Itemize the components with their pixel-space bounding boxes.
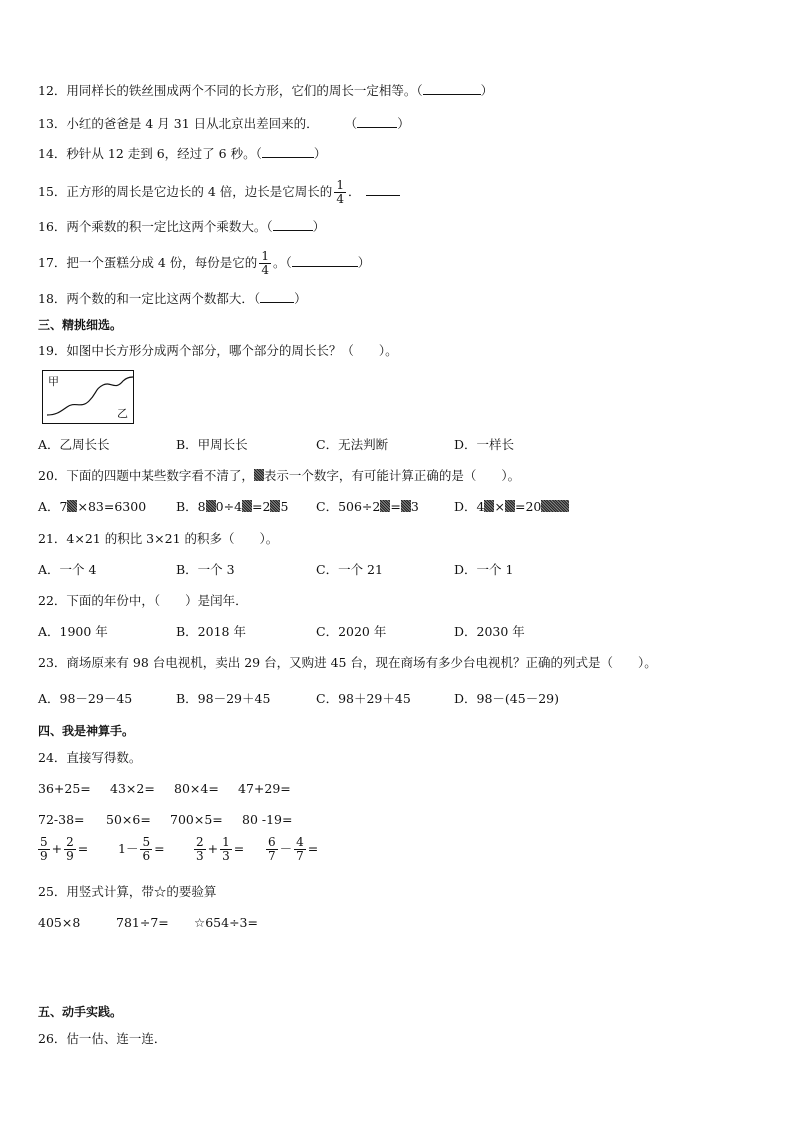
close-paren: ）	[480, 83, 494, 98]
open-paren: （	[344, 116, 358, 131]
blot-icon	[541, 500, 569, 512]
question-number: 13．	[38, 116, 67, 131]
question-21-text: 21．4×21 的积比 3×21 的积多（ ）。	[38, 531, 279, 546]
fraction	[220, 836, 232, 863]
option-a[interactable]	[38, 498, 146, 516]
fraction-denominator: 3	[196, 849, 204, 863]
operand: 1－	[118, 841, 139, 856]
question-25-text: 25．用竖式计算，带☆的要验算	[38, 884, 217, 899]
operator: －	[279, 841, 293, 856]
question-text: 两个数的和一定比这两个数都大．（	[66, 291, 261, 306]
answer-blank[interactable]	[357, 115, 397, 128]
blot-icon	[401, 500, 411, 512]
calc-item: 80×4=	[174, 781, 219, 796]
option-text: =	[390, 499, 401, 514]
option-b[interactable]	[176, 498, 288, 516]
calc-item: 36+25=	[38, 781, 91, 796]
option-text: D．4	[454, 499, 485, 514]
option-text: ×	[494, 499, 505, 514]
option-text: ×83=6300	[77, 499, 147, 514]
question-20-text	[38, 467, 520, 485]
calc-item: 47+29=	[238, 781, 291, 796]
blot-icon	[380, 500, 390, 512]
operator: =	[307, 841, 319, 856]
fraction-denominator: 3	[222, 849, 230, 863]
option-text: =2	[252, 499, 271, 514]
fraction-numerator: 1	[336, 178, 344, 192]
question-text: 20．下面的四题中某些数字看不清了，	[38, 468, 254, 483]
fraction-expression	[264, 836, 318, 863]
fraction-expression	[36, 836, 88, 863]
question-14	[38, 145, 326, 163]
question-13	[38, 115, 410, 133]
fraction	[38, 836, 50, 863]
option-c[interactable]: C．无法判断	[316, 437, 389, 452]
fraction-numerator: 1	[222, 835, 230, 849]
question-text: 把一个蛋糕分成 4 份，每份是它的	[66, 255, 258, 270]
option-b[interactable]: B．甲周长长	[176, 437, 248, 452]
operator: =	[154, 841, 165, 856]
option-c[interactable]: C．98＋29＋45	[316, 691, 411, 706]
answer-blank[interactable]	[260, 290, 294, 303]
question-text: 表示一个数字，有可能计算正确的是（ ）。	[263, 468, 521, 483]
operator: +	[51, 841, 63, 856]
operator: =	[233, 841, 245, 856]
calc-item: 405×8	[38, 915, 81, 930]
option-d[interactable]	[454, 498, 569, 516]
option-text: B．8	[176, 499, 206, 514]
option-b[interactable]: B．98－29＋45	[176, 691, 271, 706]
calc-item: ☆654÷3=	[194, 915, 258, 930]
section-title: 四、我是神算手。	[38, 724, 135, 738]
fraction-denominator: 9	[66, 849, 74, 863]
fraction	[334, 179, 346, 206]
question-number: 12．	[38, 83, 67, 98]
close-paren: ）	[397, 116, 410, 131]
question-17	[38, 243, 370, 283]
option-d[interactable]: D．2030 年	[454, 624, 525, 639]
close-paren: ）	[313, 146, 327, 161]
fraction-numerator: 2	[196, 835, 204, 849]
question-15	[38, 172, 400, 212]
option-text: 0÷4	[215, 499, 243, 514]
fraction-expression	[118, 836, 165, 863]
calc-item: 72-38=	[38, 812, 85, 827]
punctuation: ．	[347, 184, 361, 199]
blot-icon	[67, 500, 77, 512]
question-number: 15．	[38, 184, 67, 199]
question-number: 16．	[38, 219, 67, 234]
fraction-numerator: 4	[296, 835, 304, 849]
option-text: 3	[410, 499, 419, 514]
question-text: 正方形的周长是它边长的 4 倍，边长是它周长的	[66, 184, 333, 199]
answer-blank[interactable]	[262, 145, 314, 158]
question-number: 14．	[38, 146, 67, 161]
fraction-denominator: 7	[296, 849, 304, 863]
label-yi: 乙	[117, 407, 128, 420]
question-16	[38, 218, 325, 236]
blot-icon	[270, 500, 280, 512]
fraction-denominator: 9	[40, 849, 48, 863]
option-text: =20	[514, 499, 542, 514]
option-c[interactable]: C．2020 年	[316, 624, 387, 639]
question-text: 小红的爸爸是 4 月 31 日从北京出差回来的．	[66, 116, 319, 131]
fraction	[194, 836, 206, 863]
calc-item: 50×6=	[106, 812, 151, 827]
rectangle-figure	[42, 370, 134, 424]
operator: +	[207, 841, 219, 856]
fraction-numerator: 5	[142, 835, 151, 849]
label-jia: 甲	[48, 375, 59, 388]
blot-icon	[254, 469, 264, 481]
question-number: 18．	[38, 291, 67, 306]
question-text: 用同样长的铁丝围成两个不同的长方形，它们的周长一定相等。（	[66, 83, 423, 98]
option-d[interactable]: D．一个 1	[454, 562, 514, 577]
question-text: 两个乘数的积一定比这两个乘数大。（	[66, 219, 273, 234]
answer-blank[interactable]	[273, 218, 313, 231]
option-c[interactable]	[316, 498, 419, 516]
option-b[interactable]: B．一个 3	[176, 562, 235, 577]
option-a[interactable]: A．98－29－45	[38, 691, 133, 706]
answer-blank[interactable]	[292, 254, 358, 267]
option-text: A．7	[38, 499, 68, 514]
question-24-text: 24．直接写得数。	[38, 750, 142, 765]
question-text: 秒针从 12 走到 6，经过了 6 秒。（	[66, 146, 262, 161]
fraction-numerator: 6	[268, 835, 276, 849]
punctuation: 。（	[272, 255, 292, 270]
fraction	[140, 836, 152, 863]
close-paren: ）	[294, 291, 307, 306]
option-b[interactable]: B．2018 年	[176, 624, 246, 639]
option-c[interactable]: C．一个 21	[316, 562, 383, 577]
fraction-denominator: 4	[336, 192, 344, 206]
close-paren: ）	[312, 219, 326, 234]
question-23-text: 23．商场原来有 98 台电视机，卖出 29 台，又购进 45 台，现在商场有多少台电视机？正确的列式是（ ）。	[38, 655, 657, 670]
option-d[interactable]: D．98－(45－29)	[454, 691, 559, 706]
blot-icon	[505, 500, 515, 512]
option-text: 5	[280, 499, 289, 514]
fraction-denominator: 6	[142, 849, 151, 863]
fraction	[259, 250, 271, 277]
option-a[interactable]: A．1900 年	[38, 624, 108, 639]
fraction-denominator: 4	[261, 263, 269, 277]
question-18	[38, 290, 307, 308]
calc-item: 700×5=	[170, 812, 223, 827]
operator: =	[77, 841, 89, 856]
calc-item: 781÷7=	[116, 915, 169, 930]
option-a[interactable]: A．乙周长长	[38, 437, 110, 452]
answer-blank[interactable]	[423, 82, 481, 95]
question-26-text: 26．估一估、连一连．	[38, 1031, 167, 1046]
question-12	[38, 82, 493, 100]
option-a[interactable]: A．一个 4	[38, 562, 97, 577]
close-paren: ）	[357, 255, 371, 270]
blot-icon	[206, 500, 216, 512]
answer-blank[interactable]	[366, 183, 400, 196]
blot-icon	[484, 500, 494, 512]
fraction-expression	[192, 836, 244, 863]
option-text: C．506÷2	[316, 499, 381, 514]
question-19-text: 19．如图中长方形分成两个部分，哪个部分的周长长？（ ）。	[38, 343, 398, 358]
section-title: 五、动手实践。	[38, 1005, 123, 1019]
calc-item: 43×2=	[110, 781, 155, 796]
fraction-numerator: 5	[40, 835, 48, 849]
question-22-text: 22．下面的年份中，（ ）是闰年．	[38, 593, 248, 608]
fraction-numerator: 1	[261, 249, 269, 263]
fraction-denominator: 7	[268, 849, 276, 863]
fraction	[294, 836, 306, 863]
fraction	[64, 836, 76, 863]
blot-icon	[242, 500, 252, 512]
section-title: 三、精挑细选。	[38, 318, 123, 332]
fraction-numerator: 2	[66, 835, 74, 849]
question-number: 17．	[38, 255, 67, 270]
fraction	[266, 836, 278, 863]
calc-item: 80 -19=	[242, 812, 293, 827]
option-d[interactable]: D．一样长	[454, 437, 515, 452]
